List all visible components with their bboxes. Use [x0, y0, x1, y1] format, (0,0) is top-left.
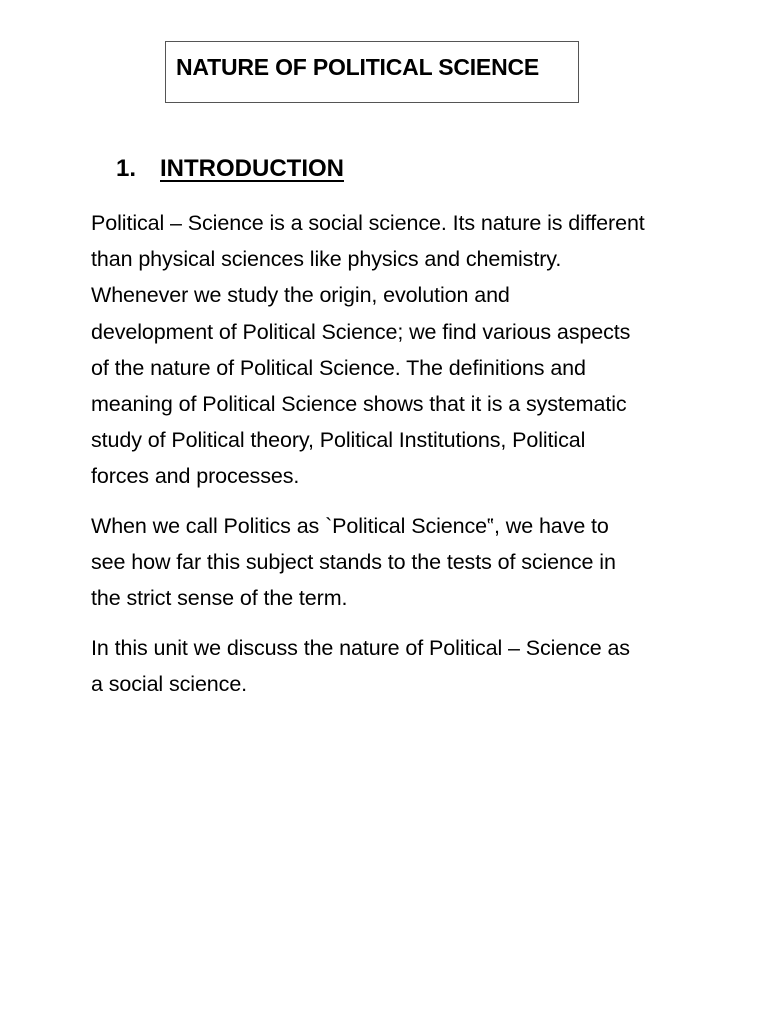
section-heading	[116, 155, 344, 183]
section-number: 1.	[116, 155, 137, 182]
paragraph-line: of the nature of Political Science. The definitions and	[91, 355, 586, 380]
paragraph-line: than physical sciences like physics and chemistry.	[91, 247, 562, 272]
paragraph-line: When we call Politics as `Political Science‟, we have to	[91, 514, 609, 538]
paragraph-line: forces and processes.	[91, 464, 300, 489]
paragraph-line: see how far this subject stands to the tests of science in	[91, 550, 616, 575]
paragraph-line: In this unit we discuss the nature of Political – Science as	[91, 636, 630, 660]
paragraph-intro	[91, 205, 691, 495]
document-title: NATURE OF POLITICAL SCIENCE	[176, 54, 540, 80]
paragraph-line: development of Political Science; we find various aspects	[91, 319, 631, 344]
paragraph-line: study of Political theory, Political Institutions, Political	[91, 428, 586, 453]
paragraph-science-test	[91, 508, 691, 617]
paragraph-line: Whenever we study the origin, evolution and	[91, 283, 510, 308]
paragraph-line: meaning of Political Science shows that it is a systematic	[91, 392, 627, 417]
title-box	[165, 41, 579, 103]
paragraph-line: Political – Science is a social science. Its nature is different	[91, 211, 645, 235]
paragraph-line: a social science.	[91, 672, 248, 697]
paragraph-line: the strict sense of the term.	[91, 586, 348, 611]
paragraph-unit-summary	[91, 630, 691, 702]
section-title: INTRODUCTION	[160, 155, 344, 182]
